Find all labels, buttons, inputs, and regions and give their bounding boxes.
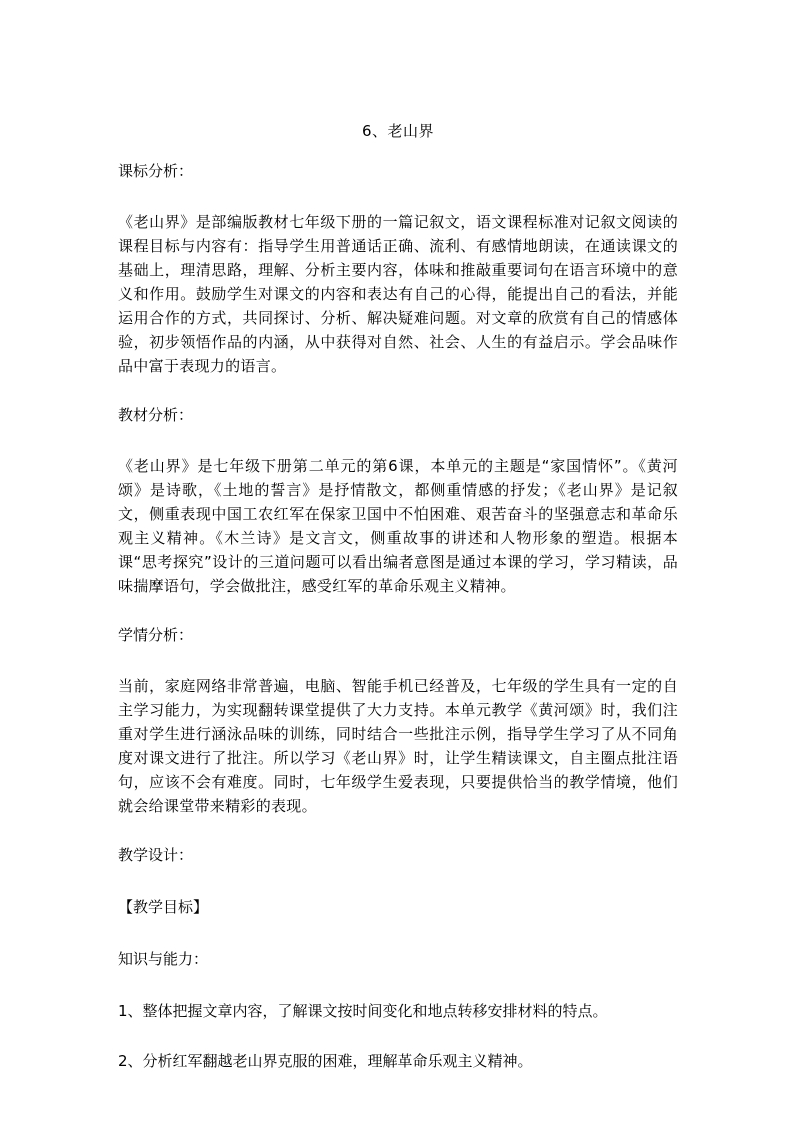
section-heading-curriculum: 课标分析：: [118, 162, 194, 180]
goal-item-2: 2、分析红军翻越老山界克服的困难，理解革命乐观主义精神。: [118, 1052, 533, 1070]
document-title: 6、老山界: [361, 122, 435, 140]
section-heading-students: 学情分析：: [118, 626, 194, 644]
section-body-textbook: 《老山界》是七年级下册第二单元的第6课，本单元的主题是“家国情怀”。《黄河颂》是诗歌，《土地的誓言》是抒情散文，都侧重情感的抒发；《老山界》是记叙文，侧重表现中国工农红军在保家卫国中不怕困难、艰苦奋斗的坚强意志和革命乐观主义精神。《木兰诗》是文言文，侧重故事的讲述和人物形象的塑造。根据本课“思考探究”设计的三道问题可以看出编者意图是通过本课的学习，学习精读，品味揣摩语句，学会做批注，感受红军的革命乐观主义精神。: [118, 457, 678, 595]
document-content: [118, 118, 678, 1098]
goal-item-1: 1、整体把握文章内容，了解课文按时间变化和地点转移安排材料的特点。: [118, 1002, 608, 1020]
teaching-design-heading: 教学设计：: [118, 846, 194, 864]
teaching-goals-heading: 【教学目标】: [118, 898, 209, 916]
knowledge-ability-heading: 知识与能力：: [118, 950, 209, 968]
section-body-students: 当前，家庭网络非常普遍，电脑、智能手机已经普及，七年级的学生具有一定的自主学习能力，为实现翻转课堂提供了大力支持。本单元教学《黄河颂》时，我们注重对学生进行涵泳品味的训练，同时结合一些批注示例，指导学生学习了从不同角度对课文进行了批注。所以学习《老山界》时，让学生精读课文，自主圈点批注语句，应该不会有难度。同时，七年级学生爱表现，只要提供恰当的教学情境，他们就会给课堂带来精彩的表现。: [118, 677, 678, 815]
section-body-curriculum: 《老山界》是部编版教材七年级下册的一篇记叙文，语文课程标准对记叙文阅读的课程目标与内容有：指导学生用普通话正确、流利、有感情地朗读，在通读课文的基础上，理清思路，理解、分析主要内容，体味和推敲重要词句在语言环境中的意义和作用。鼓励学生对课文的内容和表达有自己的心得，能提出自己的看法，并能运用合作的方式，共同探讨、分析、解决疑难问题。对文章的欣赏有自己的情感体验，初步领悟作品的内涵，从中获得对自然、社会、人生的有益启示。学会品味作品中富于表现力的语言。: [118, 213, 678, 375]
section-heading-textbook: 教材分析：: [118, 406, 194, 424]
